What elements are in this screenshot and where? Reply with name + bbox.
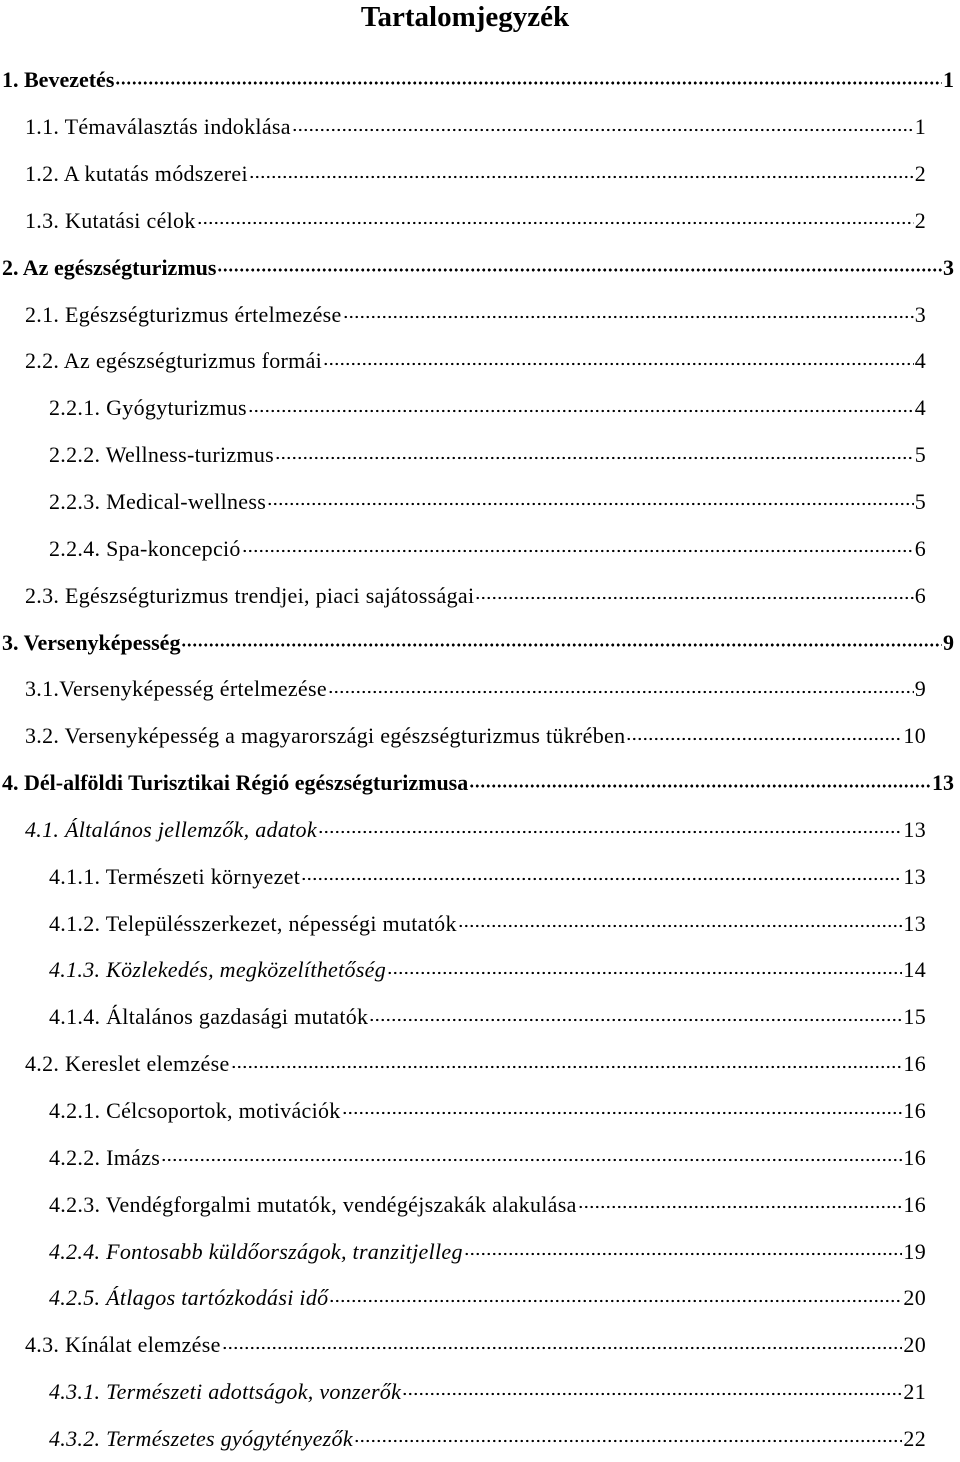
toc-entry-level-3[interactable]	[0, 385, 960, 432]
toc-entry-page-number: 1	[943, 67, 954, 93]
dot-leader	[161, 1153, 902, 1167]
toc-entry-label: 1. Bevezetés	[2, 67, 115, 93]
toc-entry-level-2[interactable]	[0, 666, 960, 713]
dot-leader	[275, 451, 914, 465]
toc-entry-level-3[interactable]	[0, 1275, 960, 1322]
toc-entry-label: 4.2.2. Imázs	[49, 1144, 161, 1170]
toc-entry-label: 4. Dél-alföldi Turisztikai Régió egészségturizmusa	[2, 770, 469, 796]
toc-entry-label: 4.1.2. Településszerkezet, népességi mutatók	[49, 910, 457, 936]
toc-entry-level-3[interactable]	[0, 479, 960, 526]
dot-leader	[402, 1387, 902, 1401]
toc-title: Tartalomjegyzék	[360, 1, 570, 33]
toc-entry-label: 2.2.3. Medical-wellness	[49, 489, 267, 515]
toc-entry-label: 4.2.5. Átlagos tartózkodási idő	[49, 1285, 329, 1311]
toc-entry-label: 2.2.1. Gyógyturizmus	[49, 395, 247, 421]
toc-entry-level-2[interactable]	[0, 151, 960, 198]
toc-entry-level-3[interactable]	[0, 1088, 960, 1135]
toc-entry-page-number: 3	[914, 301, 926, 327]
toc-entry-page-number: 6	[914, 582, 926, 608]
toc-entry-level-2[interactable]	[0, 713, 960, 760]
dot-leader	[318, 825, 902, 839]
dot-leader	[323, 357, 914, 371]
toc-entry-page-number: 16	[903, 1097, 926, 1123]
toc-entry-page-number: 4	[914, 395, 926, 421]
toc-entry-page-number: 15	[903, 1004, 926, 1030]
toc-entry-level-2[interactable]	[0, 807, 960, 854]
toc-entry-level-2[interactable]	[0, 104, 960, 151]
toc-entry-level-2[interactable]	[0, 1041, 960, 1088]
dot-leader	[217, 263, 942, 277]
toc-entry-level-2[interactable]	[0, 291, 960, 338]
dot-leader	[222, 1341, 903, 1355]
toc-entry-label: 2. Az egészségturizmus	[2, 254, 217, 280]
dot-leader	[197, 216, 914, 230]
dot-leader	[267, 497, 914, 511]
toc-entry-level-3[interactable]	[0, 853, 960, 900]
toc-entry-label: 4.1.3. Közlekedés, megközelíthetőség	[49, 957, 387, 983]
toc-entry-page-number: 14	[903, 957, 926, 983]
toc-list	[0, 57, 960, 1462]
toc-entry-level-3[interactable]	[0, 900, 960, 947]
toc-entry-level-2[interactable]	[0, 198, 960, 245]
dot-leader	[464, 1247, 903, 1261]
dot-leader	[343, 310, 914, 324]
toc-entry-label: 4.2.3. Vendégforgalmi mutatók, vendégéjszakák alakulása	[49, 1191, 577, 1217]
toc-entry-level-3[interactable]	[0, 947, 960, 994]
dot-leader	[626, 732, 902, 746]
toc-entry-label: 1.1. Témaválasztás indoklása	[25, 114, 291, 140]
dot-leader	[328, 685, 914, 699]
toc-entry-label: 2.2.4. Spa-koncepció	[49, 535, 241, 561]
toc-entry-label: 2.2.2. Wellness-turizmus	[49, 442, 274, 468]
toc-entry-level-1[interactable]	[0, 244, 960, 291]
toc-entry-level-3[interactable]	[0, 1134, 960, 1181]
toc-entry-label: 4.1. Általános jellemzők, adatok	[25, 816, 317, 842]
toc-entry-page-number: 19	[903, 1238, 926, 1264]
toc-entry-label: 4.2.1. Célcsoportok, motivációk	[49, 1097, 341, 1123]
dot-leader	[292, 123, 914, 137]
dot-leader	[242, 544, 914, 558]
toc-entry-page-number: 2	[914, 207, 926, 233]
toc-entry-level-2[interactable]	[0, 1322, 960, 1369]
toc-entry-page-number: 20	[903, 1332, 926, 1358]
toc-entry-level-2[interactable]	[0, 338, 960, 385]
toc-entry-label: 4.3.2. Természetes gyógytényezők	[49, 1425, 353, 1451]
toc-entry-level-1[interactable]	[0, 619, 960, 666]
dot-leader	[342, 1106, 903, 1120]
toc-entry-page-number: 16	[903, 1051, 926, 1077]
toc-entry-level-1[interactable]	[0, 760, 960, 807]
toc-entry-page-number: 9	[914, 676, 926, 702]
toc-entry-level-3[interactable]	[0, 1415, 960, 1462]
dot-leader	[578, 1200, 903, 1214]
dot-leader	[248, 404, 914, 418]
toc-entry-level-3[interactable]	[0, 994, 960, 1041]
toc-entry-label: 1.3. Kutatási célok	[25, 207, 196, 233]
toc-entry-level-3[interactable]	[0, 1369, 960, 1416]
toc-entry-page-number: 3	[943, 254, 954, 280]
toc-entry-label: 2.2. Az egészségturizmus formái	[25, 348, 323, 374]
dot-leader	[387, 966, 902, 980]
toc-entry-level-2[interactable]	[0, 572, 960, 619]
dot-leader	[301, 872, 902, 886]
toc-entry-page-number: 20	[903, 1285, 926, 1311]
toc-entry-level-1[interactable]	[0, 57, 960, 104]
toc-entry-page-number: 13	[903, 910, 926, 936]
toc-entry-page-number: 13	[903, 863, 926, 889]
toc-entry-level-3[interactable]	[0, 1228, 960, 1275]
toc-entry-label: 2.3. Egészségturizmus trendjei, piaci sajátosságai	[25, 582, 475, 608]
toc-entry-label: 4.3.1. Természeti adottságok, vonzerők	[49, 1379, 402, 1405]
toc-entry-page-number: 9	[943, 629, 954, 655]
toc-entry-label: 4.2. Kereslet elemzése	[25, 1051, 230, 1077]
dot-leader	[475, 591, 913, 605]
toc-entry-page-number: 2	[914, 161, 926, 187]
dot-leader	[369, 1013, 902, 1027]
dot-leader	[231, 1060, 903, 1074]
toc-entry-page-number: 5	[914, 489, 926, 515]
toc-entry-label: 3. Versenyképesség	[2, 629, 181, 655]
toc-entry-label: 1.2. A kutatás módszerei	[25, 161, 248, 187]
toc-entry-page-number: 6	[914, 535, 926, 561]
toc-entry-page-number: 1	[914, 114, 926, 140]
dot-leader	[181, 638, 942, 652]
toc-entry-label: 4.2.4. Fontosabb küldőországok, tranzitjelleg	[49, 1238, 463, 1264]
toc-entry-label: 3.2. Versenyképesség a magyarországi egészségturizmus tükrében	[25, 723, 626, 749]
toc-entry-page-number: 5	[914, 442, 926, 468]
toc-entry-level-3[interactable]	[0, 432, 960, 479]
toc-entry-label: 4.1.4. Általános gazdasági mutatók	[49, 1004, 369, 1030]
toc-entry-page-number: 21	[903, 1379, 926, 1405]
dot-leader	[115, 76, 942, 90]
dot-leader	[458, 919, 903, 933]
toc-entry-page-number: 10	[903, 723, 926, 749]
toc-entry-page-number: 13	[903, 816, 926, 842]
toc-entry-page-number: 16	[903, 1191, 926, 1217]
dot-leader	[249, 170, 914, 184]
toc-entry-label: 2.1. Egészségturizmus értelmezése	[25, 301, 342, 327]
toc-entry-label: 4.1.1. Természeti környezet	[49, 863, 301, 889]
dot-leader	[469, 779, 931, 793]
toc-entry-level-3[interactable]	[0, 1181, 960, 1228]
toc-entry-page-number: 16	[903, 1144, 926, 1170]
toc-entry-page-number: 4	[914, 348, 926, 374]
dot-leader	[354, 1434, 903, 1448]
toc-entry-level-3[interactable]	[0, 525, 960, 572]
toc-entry-page-number: 22	[903, 1425, 926, 1451]
toc-entry-page-number: 13	[932, 770, 954, 796]
toc-entry-label: 4.3. Kínálat elemzése	[25, 1332, 221, 1358]
dot-leader	[329, 1294, 902, 1308]
toc-entry-label: 3.1.Versenyképesség értelmezése	[25, 676, 327, 702]
